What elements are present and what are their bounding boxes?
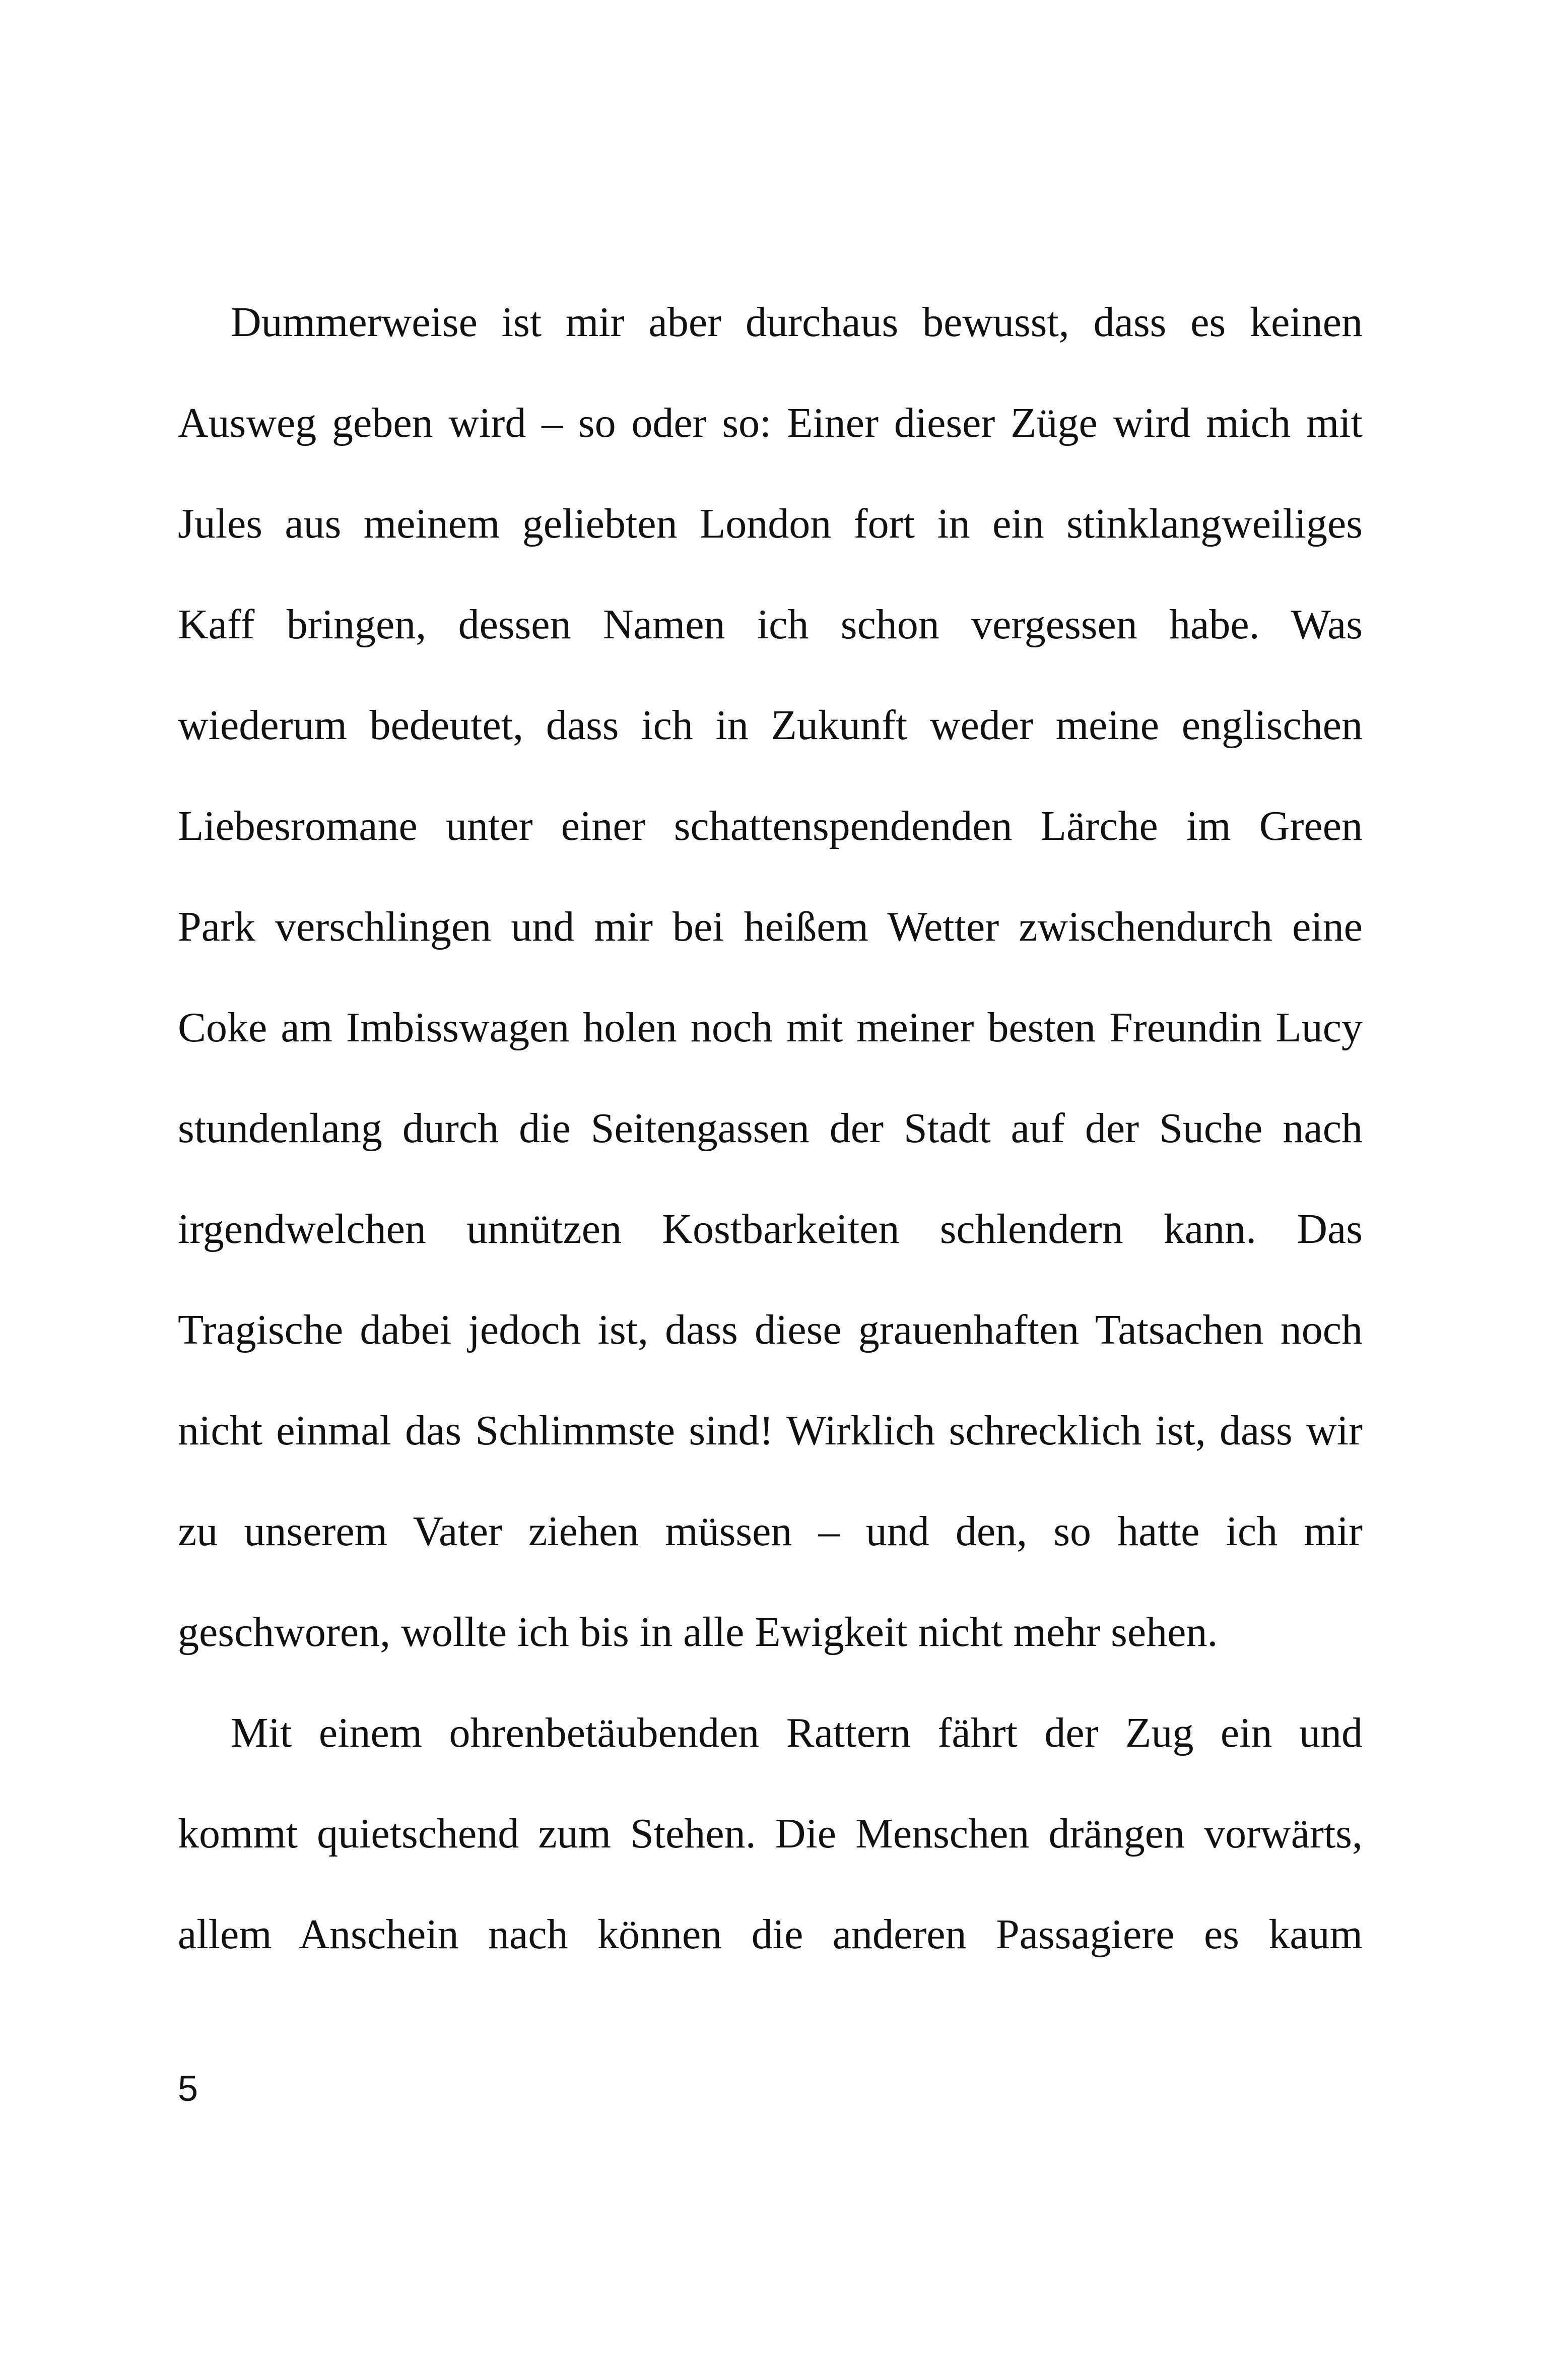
text-line: zu unserem Vater ziehen müssen – und den, so hatte ich mir <box>178 1508 1363 1555</box>
text-line: allem Anschein nach können die anderen Passagiere es kaum <box>178 1911 1363 1958</box>
paragraph-1 <box>178 272 1363 1683</box>
text-line: wiederum bedeutet, dass ich in Zukunft weder meine englischen <box>178 702 1363 749</box>
body-text <box>178 272 1363 1985</box>
text-line: kommt quietschend zum Stehen. Die Menschen drängen vorwärts, <box>178 1810 1363 1857</box>
text-line: Ausweg geben wird – so oder so: Einer dieser Züge wird mich mit <box>178 400 1363 446</box>
text-line: Mit einem ohrenbetäubenden Rattern fährt der Zug ein und <box>231 1709 1363 1756</box>
text-line: Coke am Imbisswagen holen noch mit meiner besten Freundin Lucy <box>178 1004 1363 1051</box>
text-line: geschworen, wollte ich bis in alle Ewigkeit nicht mehr sehen. <box>178 1609 1218 1656</box>
text-line: nicht einmal das Schlimmste sind! Wirklich schrecklich ist, dass wir <box>178 1407 1363 1454</box>
text-line: irgendwelchen unnützen Kostbarkeiten schlendern kann. Das <box>178 1206 1363 1252</box>
text-line: Dummerweise ist mir aber durchaus bewusst, dass es keinen <box>231 299 1363 346</box>
text-line: Kaff bringen, dessen Namen ich schon vergessen habe. Was <box>178 601 1363 648</box>
paragraph-2 <box>178 1683 1363 1985</box>
page-number: 5 <box>178 2069 198 2109</box>
text-line: Tragische dabei jedoch ist, dass diese grauenhaften Tatsachen noch <box>178 1306 1363 1353</box>
text-line: Jules aus meinem geliebten London fort in ein stinklangweiliges <box>178 500 1363 547</box>
text-line: stundenlang durch die Seitengassen der Stadt auf der Suche nach <box>178 1105 1363 1152</box>
text-line: Park verschlingen und mir bei heißem Wetter zwischendurch eine <box>178 903 1363 950</box>
text-line: Liebesromane unter einer schattenspendenden Lärche im Green <box>178 803 1363 849</box>
